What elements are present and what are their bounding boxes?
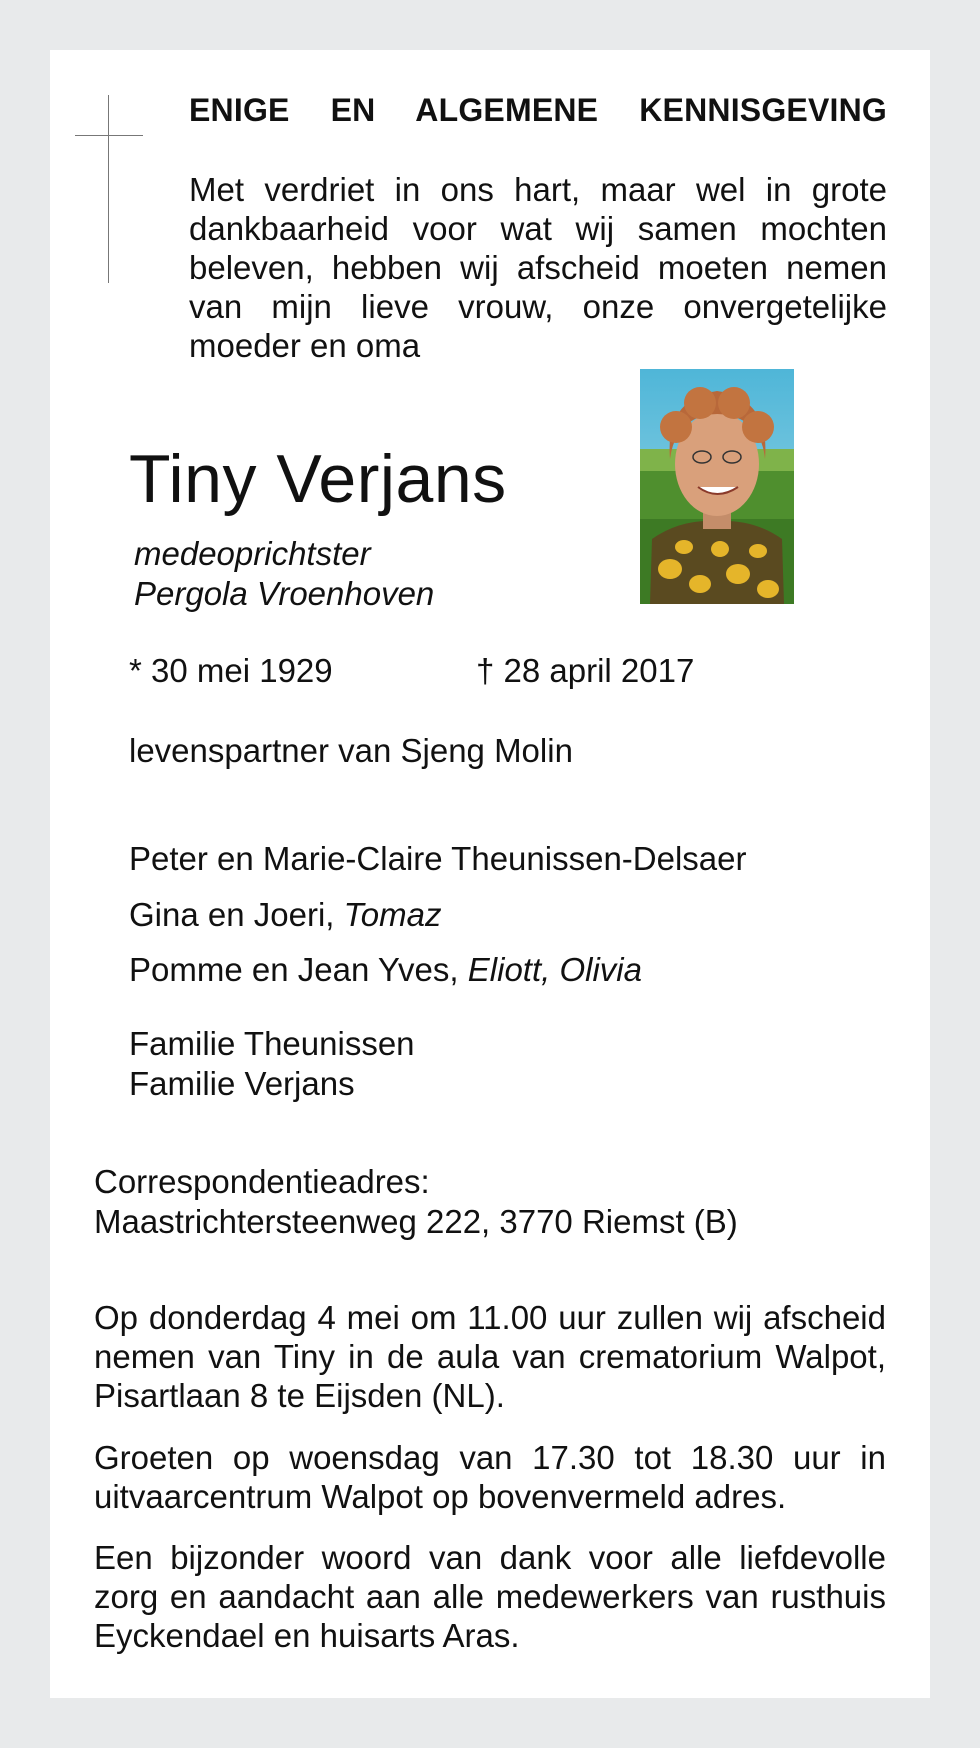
relative-line-1: Familie Theunissen bbox=[129, 1025, 415, 1062]
family-children: Eliott, Olivia bbox=[467, 951, 642, 988]
role-line-2: Pergola Vroenhoven bbox=[134, 575, 435, 612]
portrait-photo bbox=[640, 369, 794, 604]
partner-line: levenspartner van Sjeng Molin bbox=[129, 732, 573, 769]
cross-icon-horizontal bbox=[75, 135, 143, 136]
greeting-paragraph: Groeten op woensdag van 17.30 tot 18.30 uur in uitvaarcentrum Walpot op bovenvermeld adres. bbox=[94, 1439, 886, 1515]
role-line-1: medeoprichtster bbox=[134, 535, 371, 572]
deceased-name: Tiny Verjans bbox=[129, 441, 507, 517]
family-names: Pomme en Jean Yves, bbox=[129, 951, 459, 988]
family-names: Gina en Joeri, bbox=[129, 896, 335, 933]
death-date: † 28 april 2017 bbox=[476, 652, 695, 689]
ceremony-paragraph: Op donderdag 4 mei om 11.00 uur zullen wij afscheid nemen van Tiny in de aula van crematorium Walpot, Pisartlaan 8 te Eijsden (NL). bbox=[94, 1299, 886, 1414]
correspondence-label: Correspondentieadres: bbox=[94, 1163, 430, 1200]
correspondence-block bbox=[94, 1162, 738, 1242]
correspondence-address: Maastrichtersteenweg 222, 3770 Riemst (B) bbox=[94, 1203, 738, 1240]
cross-icon-vertical bbox=[108, 95, 109, 283]
family-line-2 bbox=[129, 896, 441, 934]
thanks-paragraph: Een bijzonder woord van dank voor alle liefdevolle zorg en aandacht aan alle medewerkers van rusthuis Eyckendael en huisarts Aras. bbox=[94, 1539, 886, 1654]
intro-text: Met verdriet in ons hart, maar wel in grote dankbaarheid voor wat wij samen mochten beleven, hebben wij afscheid moeten nemen van mijn lieve vrouw, onze onvergetelijke moeder en oma bbox=[189, 171, 887, 364]
relative-line-2: Familie Verjans bbox=[129, 1065, 355, 1102]
notice-heading: ENIGE EN ALGEMENE KENNISGEVING bbox=[189, 92, 887, 128]
deceased-role bbox=[134, 534, 434, 614]
family-line-3 bbox=[129, 951, 642, 989]
family-children: Tomaz bbox=[343, 896, 442, 933]
family-line-1 bbox=[129, 840, 747, 878]
family-names: Peter en Marie-Claire Theunissen-Delsaer bbox=[129, 840, 747, 877]
birth-date: * 30 mei 1929 bbox=[129, 652, 333, 689]
